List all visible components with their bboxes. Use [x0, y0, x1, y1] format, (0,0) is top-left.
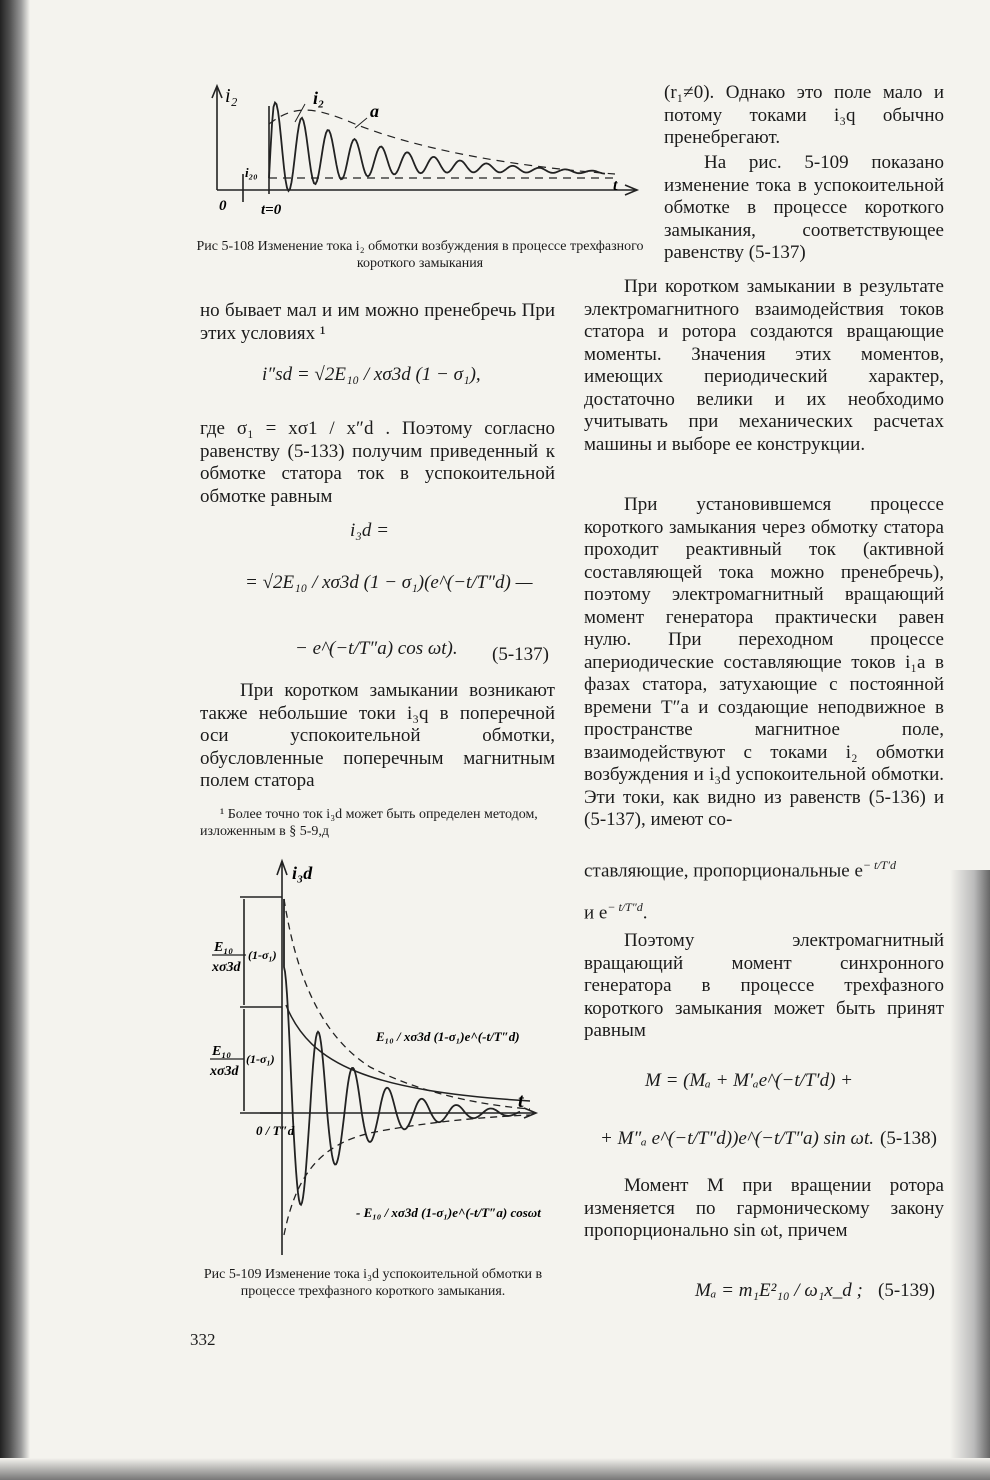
page-edge-shadow [950, 870, 990, 1480]
col1-para-where: где σ₁ = xσ1 / x″d . Поэтому согласно равенству (5-133) получим приведенный к обмотке статора ток в успокоительной обмотке равным [200, 418, 555, 507]
col1-para-top: но бывает мал и им можно пренебречь При этих условиях ¹ [200, 300, 555, 344]
fig109-amp2-den: xσ3d [210, 1064, 239, 1079]
col2-para4-and-text: и e [584, 902, 608, 924]
fig109-amp1-num: E₁₀ [214, 940, 234, 955]
fig109-x-label: t [518, 1090, 524, 1112]
fig109-td-mark: 0 / T″d [256, 1123, 295, 1138]
col2-eq3-number: (5-138) [880, 1128, 937, 1149]
fig108-initial-label: i₂₀ [245, 165, 258, 180]
col1-para-bottom: При коротком замыкании возникают также небольшие токи i₃q в поперечной оси успокоительной обмотки, обусловленные поперечным магнитным полем статора [200, 680, 555, 791]
col1-eq2-number: (5-137) [492, 644, 549, 665]
col2-para6: Момент M при вращении ротора изменяется по гармоническому закону пропорционально sin ωt, причем [584, 1175, 944, 1241]
col2-para4-exp1: − t/T′d [862, 858, 896, 872]
col2-para4-dot: . [642, 902, 648, 924]
page-number: 332 [190, 1330, 216, 1349]
fig108-x-label: t [613, 177, 618, 194]
col2-para4-end-text: ставляющие, пропорциональные e [584, 860, 863, 882]
col2-para2: На рис. 5-109 показано изменение тока в успокоительной обмотке в процессе короткого замыкания, соответствующее равенству (5-137) [664, 152, 944, 263]
fig108-envelope-label: a [370, 101, 379, 121]
col2-eq4: Mₐ = m₁E²₁₀ / ω₁x_d ; [695, 1280, 863, 1301]
fig109-env-upper-label: E₁₀ / xσ3d (1-σ₁)e^(-t/T″d) [376, 1029, 520, 1044]
col1-eq2-line2: = √2E₁₀ / xσ3d (1 − σ₁)(e^(−t/T″d) — [245, 572, 533, 593]
col1-eq2-line3: − e^(−t/T″a) cos ωt). [295, 638, 458, 659]
bottom-edge-shadow [0, 1458, 990, 1480]
fig108-origin-label: 0 [219, 198, 227, 214]
col2-eq3-line2: + M″ₐ e^(−t/T″d))e^(−t/T″a) sin ωt. [600, 1128, 874, 1149]
col2-para4-exp2: − t/T″d [607, 900, 643, 914]
figure-5-108 [205, 82, 645, 232]
col2-para4-end [584, 858, 896, 882]
col2-para1: (r₁≠0). Однако это поле мало и потому токами i₃q обычно пренебрегают. [664, 82, 944, 148]
figure-5-109 [200, 855, 560, 1265]
fig108-caption: Рис 5-108 Изменение тока i₂ обмотки возбуждения в процессе трехфазного короткого замыкания [196, 239, 644, 271]
fig109-y-label: i₃d [292, 863, 313, 883]
fig109-amp1-factor: (1-σ₁) [248, 948, 277, 962]
fig108-y-label: i₂ [225, 85, 238, 107]
col1-eq1: i″sd = √2E₁₀ / xσ3d (1 − σ₁), [262, 364, 481, 385]
col2-para4-and [584, 900, 648, 924]
footnote: ¹ Более точно ток i₃d может быть определен методом, изложенным в § 5-9,д [200, 807, 538, 839]
fig108-curve-label: i₂ [313, 88, 325, 108]
fig108-time-zero-label: t=0 [261, 202, 282, 218]
col2-para5: Поэтому электромагнитный вращающий момент синхронного генератора в процессе трехфазного короткого замыкания может быть принят равным [584, 930, 944, 1041]
fig109-env-lower-label: - E₁₀ / xσ3d (1-σ₁)e^(-t/T″a) cosωt [356, 1205, 541, 1220]
book-spine-shadow [0, 0, 30, 1480]
fig109-amp1-den: xσ3d [212, 960, 241, 975]
col2-para4: При установившемся процессе короткого замыкания через обмотку статора проходит реактивный ток (активной составляющей тока можно пренебречь), поэтому электромагнитный вращающий момент генератора практически равен нулю. При переходном процессе апериодические составляющие токов i₁a в фазах статора, затухающие с постоянной времени T″a и создающие неподвижное в пространстве магнитное поле, взаимодействуют с токами i₂ обмотки возбуждения и i₃d успокоительной обмотки. Эти токи, как видно из равенств (5-136) и (5-137), имеют со- [584, 494, 944, 830]
fig109-caption: Рис 5-109 Изменение тока i₃d успокоительной обмотки в процессе трехфазного короткого замыкания. [203, 1267, 543, 1299]
col2-eq4-number: (5-139) [878, 1280, 935, 1301]
col2-para3: При коротком замыкании в результате электромагнитного взаимодействия токов статора и ротора создаются вращающие моменты. Значения этих моментов, имеющих периодический характер, достаточно велики и их необходимо учитывать при механических расчетах машины и выборе ее конструкции. [584, 276, 944, 455]
fig109-amp2-num: E₁₀ [212, 1044, 232, 1059]
fig109-amp2-factor: (1-σ₁) [246, 1052, 275, 1066]
col1-eq2-line1: i₃d = [350, 520, 389, 541]
col2-eq3-line1: M = (Mₐ + M′ₐe^(−t/T′d) + [645, 1070, 853, 1091]
